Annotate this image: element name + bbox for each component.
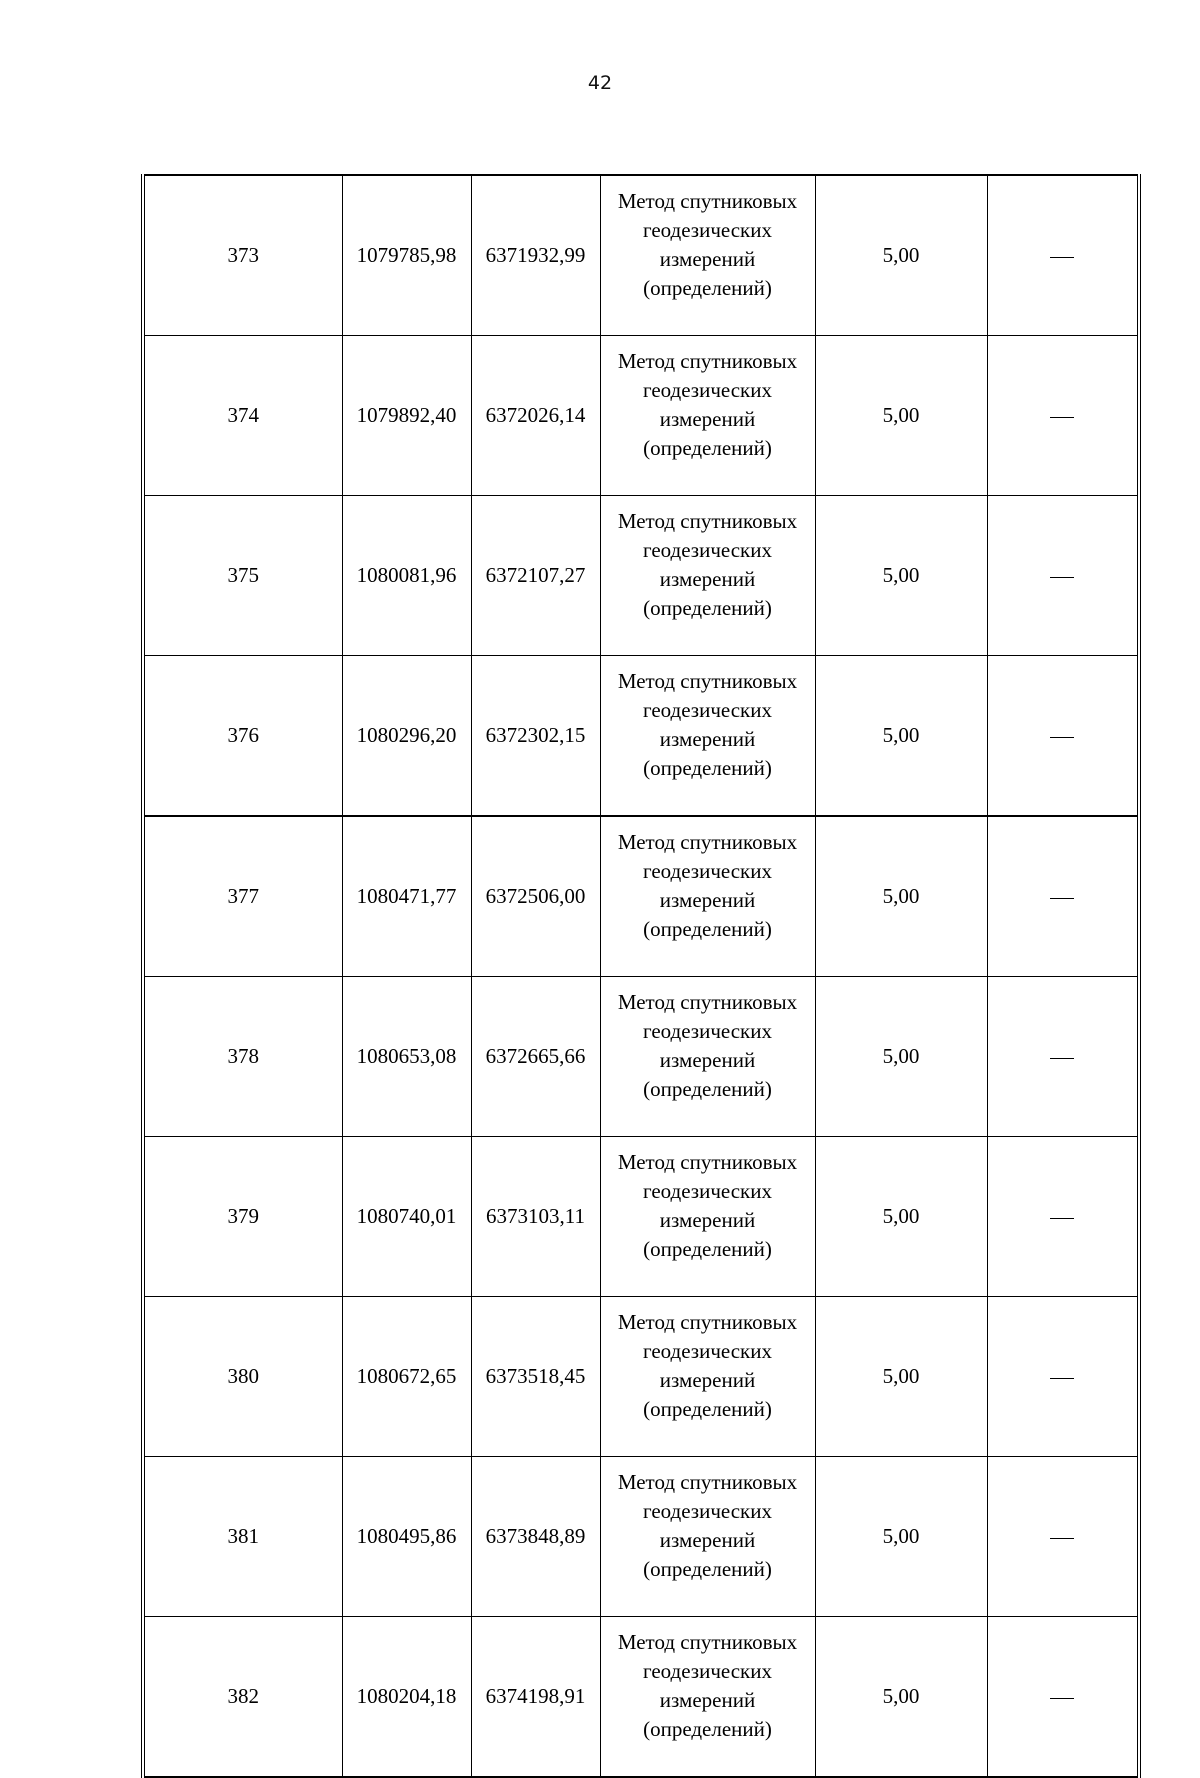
coordinates-table (141, 174, 1141, 1778)
note-cell (987, 1457, 1139, 1617)
x-coordinate-cell: 1080471,77 (342, 816, 471, 977)
method-line: (определений) (643, 1236, 772, 1261)
method-line: геодезических (642, 217, 772, 242)
y-coordinate-cell: 6372506,00 (471, 816, 600, 977)
y-coordinate-cell: 6373103,11 (471, 1137, 600, 1297)
method-line: Метод спутниковых (617, 668, 798, 693)
table-row (143, 816, 1139, 977)
method-line: измерений (659, 566, 756, 591)
note-cell (987, 1137, 1139, 1297)
x-coordinate-cell: 1079785,98 (342, 175, 471, 336)
y-coordinate-cell: 6372665,66 (471, 977, 600, 1137)
dash-mark (1050, 417, 1074, 418)
y-coordinate-cell: 6372026,14 (471, 336, 600, 496)
point-number-cell: 379 (143, 1137, 342, 1297)
method-line: измерений (659, 246, 756, 271)
dash-mark (1050, 898, 1074, 899)
dash-mark (1050, 257, 1074, 258)
method-line: Метод спутниковых (617, 829, 798, 854)
note-cell (987, 496, 1139, 656)
method-line: (определений) (643, 755, 772, 780)
note-cell (987, 336, 1139, 496)
method-line: измерений (659, 1687, 756, 1712)
accuracy-cell: 5,00 (815, 1137, 987, 1297)
y-coordinate-cell: 6372107,27 (471, 496, 600, 656)
method-line: Метод спутниковых (617, 1469, 798, 1494)
table-row (143, 336, 1139, 496)
method-cell (600, 816, 815, 977)
method-line: геодезических (642, 697, 772, 722)
y-coordinate-cell: 6372302,15 (471, 656, 600, 817)
method-line: Метод спутниковых (617, 348, 798, 373)
table-row (143, 656, 1139, 817)
point-number-cell: 380 (143, 1297, 342, 1457)
method-line: измерений (659, 726, 756, 751)
method-line: (определений) (643, 1396, 772, 1421)
method-line: Метод спутниковых (617, 1629, 798, 1654)
point-number-cell: 377 (143, 816, 342, 977)
y-coordinate-cell: 6374198,91 (471, 1617, 600, 1778)
table-row (143, 1297, 1139, 1457)
method-line: геодезических (642, 377, 772, 402)
method-line: геодезических (642, 1338, 772, 1363)
method-line: (определений) (643, 435, 772, 460)
page-number: 42 (587, 72, 613, 94)
method-line: геодезических (642, 858, 772, 883)
dash-mark (1050, 1538, 1074, 1539)
accuracy-cell: 5,00 (815, 1457, 987, 1617)
accuracy-cell: 5,00 (815, 1617, 987, 1778)
x-coordinate-cell: 1080204,18 (342, 1617, 471, 1778)
table-row (143, 496, 1139, 656)
table-row (143, 175, 1139, 336)
method-line: (определений) (643, 1716, 772, 1741)
method-cell (600, 336, 815, 496)
x-coordinate-cell: 1080653,08 (342, 977, 471, 1137)
method-line: Метод спутниковых (617, 1149, 798, 1174)
x-coordinate-cell: 1080740,01 (342, 1137, 471, 1297)
accuracy-cell: 5,00 (815, 977, 987, 1137)
x-coordinate-cell: 1080296,20 (342, 656, 471, 817)
method-line: геодезических (642, 537, 772, 562)
method-line: Метод спутниковых (617, 188, 798, 213)
x-coordinate-cell: 1079892,40 (342, 336, 471, 496)
method-line: (определений) (643, 595, 772, 620)
y-coordinate-cell: 6373848,89 (471, 1457, 600, 1617)
accuracy-cell: 5,00 (815, 336, 987, 496)
method-cell (600, 977, 815, 1137)
method-cell (600, 656, 815, 817)
dash-mark (1050, 1218, 1074, 1219)
method-line: измерений (659, 887, 756, 912)
method-cell (600, 1137, 815, 1297)
method-line: Метод спутниковых (617, 508, 798, 533)
dash-mark (1050, 1378, 1074, 1379)
point-number-cell: 375 (143, 496, 342, 656)
table-row (143, 1457, 1139, 1617)
method-line: геодезических (642, 1178, 772, 1203)
method-line: измерений (659, 1207, 756, 1232)
point-number-cell: 382 (143, 1617, 342, 1778)
table-row (143, 1137, 1139, 1297)
note-cell (987, 1297, 1139, 1457)
method-line: измерений (659, 406, 756, 431)
dash-mark (1050, 737, 1074, 738)
method-line: (определений) (643, 916, 772, 941)
y-coordinate-cell: 6371932,99 (471, 175, 600, 336)
dash-mark (1050, 1058, 1074, 1059)
method-line: (определений) (643, 1556, 772, 1581)
y-coordinate-cell: 6373518,45 (471, 1297, 600, 1457)
method-line: (определений) (643, 275, 772, 300)
point-number-cell: 376 (143, 656, 342, 817)
point-number-cell: 381 (143, 1457, 342, 1617)
x-coordinate-cell: 1080081,96 (342, 496, 471, 656)
method-line: измерений (659, 1527, 756, 1552)
method-line: (определений) (643, 1076, 772, 1101)
point-number-cell: 378 (143, 977, 342, 1137)
note-cell (987, 175, 1139, 336)
note-cell (987, 977, 1139, 1137)
table-row (143, 977, 1139, 1137)
note-cell (987, 656, 1139, 817)
method-line: геодезических (642, 1018, 772, 1043)
method-line: измерений (659, 1047, 756, 1072)
accuracy-cell: 5,00 (815, 496, 987, 656)
x-coordinate-cell: 1080672,65 (342, 1297, 471, 1457)
method-line: геодезических (642, 1658, 772, 1683)
method-line: геодезических (642, 1498, 772, 1523)
method-cell (600, 175, 815, 336)
accuracy-cell: 5,00 (815, 1297, 987, 1457)
table-body (143, 175, 1139, 1777)
accuracy-cell: 5,00 (815, 816, 987, 977)
method-cell (600, 1297, 815, 1457)
method-line: измерений (659, 1367, 756, 1392)
method-cell (600, 1457, 815, 1617)
point-number-cell: 373 (143, 175, 342, 336)
method-line: Метод спутниковых (617, 989, 798, 1014)
x-coordinate-cell: 1080495,86 (342, 1457, 471, 1617)
point-number-cell: 374 (143, 336, 342, 496)
dash-mark (1050, 577, 1074, 578)
dash-mark (1050, 1698, 1074, 1699)
note-cell (987, 816, 1139, 977)
method-cell (600, 496, 815, 656)
accuracy-cell: 5,00 (815, 175, 987, 336)
accuracy-cell: 5,00 (815, 656, 987, 817)
method-line: Метод спутниковых (617, 1309, 798, 1334)
